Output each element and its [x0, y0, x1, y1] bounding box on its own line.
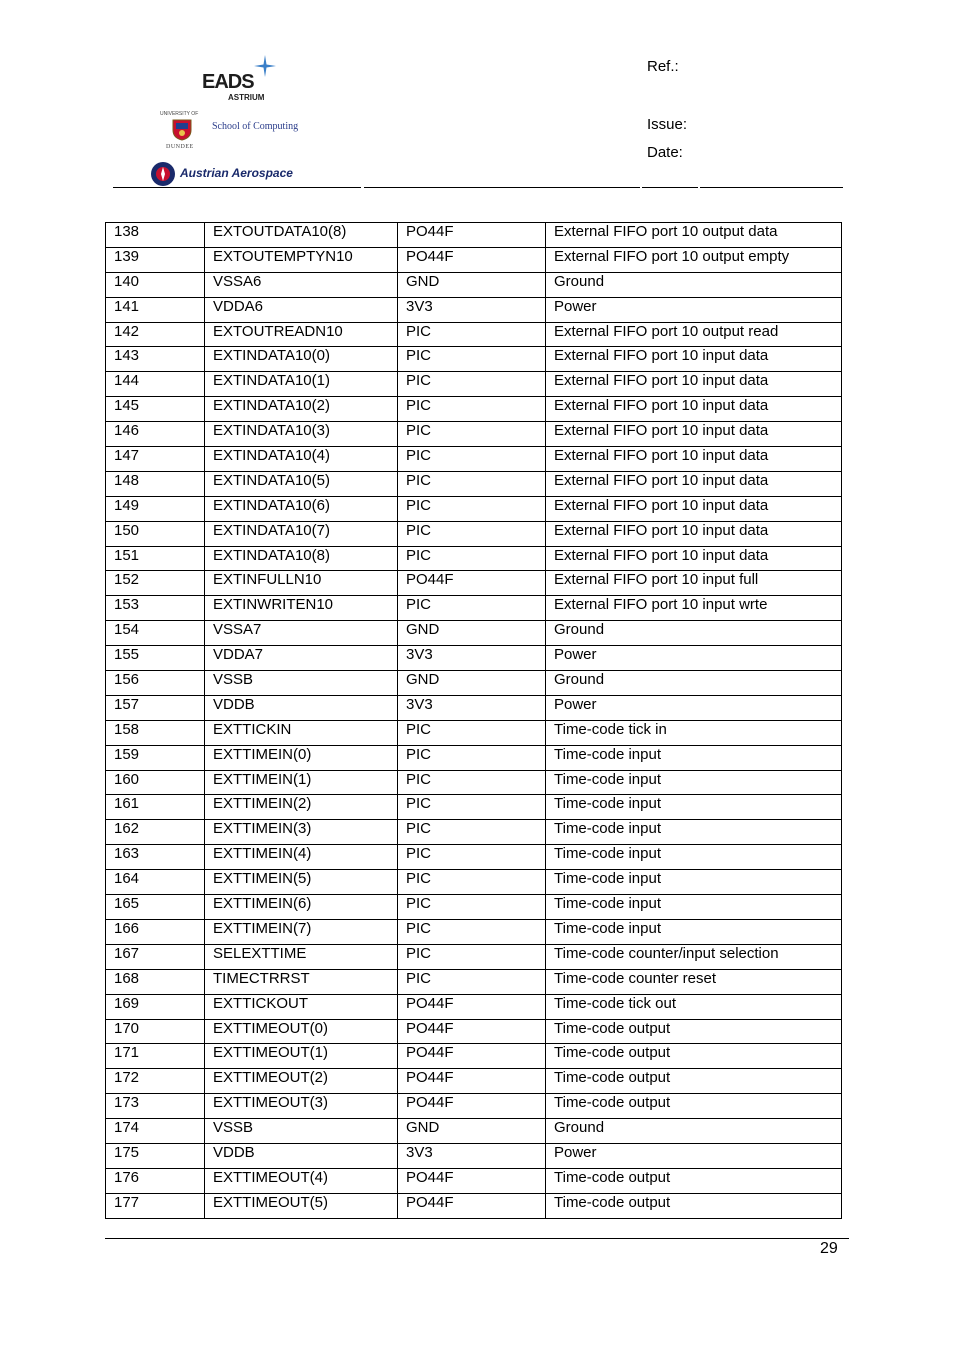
pin-number-cell: 141 — [106, 297, 205, 322]
description-cell: Time-code input — [546, 919, 842, 944]
table-row — [106, 1119, 842, 1144]
pad-type-cell: PIC — [398, 720, 546, 745]
signal-name-cell: EXTTIMEOUT(0) — [205, 1019, 398, 1044]
pad-type-cell: PIC — [398, 397, 546, 422]
table-row — [106, 994, 842, 1019]
header-rule — [700, 187, 843, 188]
signal-name-cell: EXTTIMEIN(7) — [205, 919, 398, 944]
description-cell: Power — [546, 1143, 842, 1168]
pin-number-cell: 169 — [106, 994, 205, 1019]
description-cell: External FIFO port 10 input data — [546, 546, 842, 571]
description-cell: Time-code input — [546, 770, 842, 795]
signal-name-cell: SELEXTTIME — [205, 944, 398, 969]
pin-number-cell: 146 — [106, 422, 205, 447]
signal-name-cell: VDDB — [205, 1143, 398, 1168]
signal-name-cell: EXTTIMEIN(6) — [205, 895, 398, 920]
pad-type-cell: 3V3 — [398, 646, 546, 671]
description-cell: Time-code input — [546, 895, 842, 920]
pad-type-cell: PIC — [398, 820, 546, 845]
signal-name-cell: EXTTIMEIN(5) — [205, 870, 398, 895]
description-cell: External FIFO port 10 input data — [546, 521, 842, 546]
table-row — [106, 919, 842, 944]
pad-type-cell: PIC — [398, 745, 546, 770]
description-cell: Power — [546, 695, 842, 720]
description-cell: Time-code output — [546, 1019, 842, 1044]
pin-number-cell: 161 — [106, 795, 205, 820]
pin-number-cell: 143 — [106, 347, 205, 372]
signal-name-cell: VSSB — [205, 671, 398, 696]
pad-type-cell: 3V3 — [398, 297, 546, 322]
table-row — [106, 895, 842, 920]
pad-type-cell: PO44F — [398, 1019, 546, 1044]
pad-type-cell: PIC — [398, 969, 546, 994]
ref-label: Ref.: — [647, 58, 679, 75]
pad-type-cell: GND — [398, 621, 546, 646]
pad-type-cell: PIC — [398, 870, 546, 895]
pad-type-cell: PIC — [398, 919, 546, 944]
eads-logo-text: EADS — [202, 71, 254, 93]
description-cell: External FIFO port 10 input full — [546, 571, 842, 596]
table-row — [106, 347, 842, 372]
pad-type-cell: PIC — [398, 596, 546, 621]
pad-type-cell: 3V3 — [398, 1143, 546, 1168]
description-cell: Time-code output — [546, 1193, 842, 1218]
dundee-logo — [150, 111, 330, 155]
signal-name-cell: EXTTIMEOUT(2) — [205, 1069, 398, 1094]
signal-name-cell: EXTTIMEIN(1) — [205, 770, 398, 795]
description-cell: Ground — [546, 1119, 842, 1144]
pad-type-cell: PO44F — [398, 1094, 546, 1119]
description-cell: Time-code output — [546, 1069, 842, 1094]
table-row — [106, 447, 842, 472]
signal-name-cell: EXTTICKIN — [205, 720, 398, 745]
signal-name-cell: VSSA6 — [205, 272, 398, 297]
table-row — [106, 820, 842, 845]
pad-type-cell: PIC — [398, 944, 546, 969]
table-row — [106, 1069, 842, 1094]
description-cell: Time-code tick in — [546, 720, 842, 745]
description-cell: Time-code output — [546, 1044, 842, 1069]
pin-number-cell: 155 — [106, 646, 205, 671]
table-row — [106, 944, 842, 969]
signal-name-cell: EXTOUTEMPTYN10 — [205, 247, 398, 272]
pad-type-cell: PIC — [398, 422, 546, 447]
signal-name-cell: EXTTIMEIN(4) — [205, 845, 398, 870]
signal-name-cell: VDDB — [205, 695, 398, 720]
pin-number-cell: 156 — [106, 671, 205, 696]
signal-name-cell: EXTINDATA10(0) — [205, 347, 398, 372]
description-cell: Power — [546, 646, 842, 671]
description-cell: Time-code tick out — [546, 994, 842, 1019]
pin-number-cell: 176 — [106, 1168, 205, 1193]
table-row — [106, 521, 842, 546]
pin-number-cell: 152 — [106, 571, 205, 596]
pad-type-cell: PIC — [398, 845, 546, 870]
pin-number-cell: 175 — [106, 1143, 205, 1168]
pad-type-cell: PIC — [398, 795, 546, 820]
description-cell: Time-code input — [546, 845, 842, 870]
signal-name-cell: VSSA7 — [205, 621, 398, 646]
table-row — [106, 372, 842, 397]
pin-number-cell: 163 — [106, 845, 205, 870]
pin-number-cell: 166 — [106, 919, 205, 944]
header-logos — [150, 55, 350, 190]
table-row — [106, 969, 842, 994]
description-cell: Ground — [546, 272, 842, 297]
table-row — [106, 1094, 842, 1119]
pad-type-cell: PO44F — [398, 1069, 546, 1094]
pad-type-cell: GND — [398, 671, 546, 696]
table-row — [106, 1143, 842, 1168]
table-row — [106, 397, 842, 422]
pad-type-cell: PIC — [398, 447, 546, 472]
pad-type-cell: PO44F — [398, 1044, 546, 1069]
signal-name-cell: VSSB — [205, 1119, 398, 1144]
pin-number-cell: 158 — [106, 720, 205, 745]
dundee-city-text: DUNDEE — [166, 144, 194, 150]
dundee-arc-text: UNIVERSITY OF — [160, 111, 199, 117]
description-cell: External FIFO port 10 output data — [546, 223, 842, 248]
pin-number-cell: 173 — [106, 1094, 205, 1119]
pin-number-cell: 157 — [106, 695, 205, 720]
description-cell: Time-code input — [546, 870, 842, 895]
signal-name-cell: EXTTIMEOUT(5) — [205, 1193, 398, 1218]
pin-number-cell: 164 — [106, 870, 205, 895]
pin-number-cell: 165 — [106, 895, 205, 920]
signal-name-cell: EXTTIMEOUT(1) — [205, 1044, 398, 1069]
table-row — [106, 621, 842, 646]
signal-name-cell: EXTTIMEIN(3) — [205, 820, 398, 845]
signal-name-cell: EXTTIMEOUT(3) — [205, 1094, 398, 1119]
globe-icon — [150, 161, 176, 187]
table-row — [106, 596, 842, 621]
description-cell: Time-code input — [546, 745, 842, 770]
table-row — [106, 297, 842, 322]
description-cell: Time-code output — [546, 1094, 842, 1119]
table-row — [106, 471, 842, 496]
signal-name-cell: EXTINDATA10(8) — [205, 546, 398, 571]
pin-number-cell: 170 — [106, 1019, 205, 1044]
table-row — [106, 1193, 842, 1218]
description-cell: Ground — [546, 621, 842, 646]
pin-number-cell: 151 — [106, 546, 205, 571]
pad-type-cell: PIC — [398, 770, 546, 795]
signal-name-cell: EXTINDATA10(7) — [205, 521, 398, 546]
pad-type-cell: PIC — [398, 895, 546, 920]
pin-number-cell: 147 — [106, 447, 205, 472]
austrian-aerospace-text: Austrian Aerospace — [180, 166, 293, 180]
pin-number-cell: 140 — [106, 272, 205, 297]
header-rule — [642, 187, 698, 188]
footer-rule — [105, 1238, 849, 1239]
signal-name-cell: EXTTIMEIN(0) — [205, 745, 398, 770]
pad-type-cell: PIC — [398, 546, 546, 571]
pad-type-cell: PIC — [398, 372, 546, 397]
pin-number-cell: 154 — [106, 621, 205, 646]
pad-type-cell: PIC — [398, 521, 546, 546]
description-cell: Time-code input — [546, 820, 842, 845]
signal-name-cell: EXTINDATA10(3) — [205, 422, 398, 447]
signal-name-cell: VDDA6 — [205, 297, 398, 322]
signal-name-cell: EXTTIMEIN(2) — [205, 795, 398, 820]
pin-number-cell: 162 — [106, 820, 205, 845]
page-number: 29 — [820, 1240, 838, 1257]
pin-table — [105, 222, 842, 1219]
astrium-logo-text: ASTRIUM — [228, 93, 265, 102]
pin-number-cell: 153 — [106, 596, 205, 621]
description-cell: External FIFO port 10 input wrte — [546, 596, 842, 621]
description-cell: External FIFO port 10 input data — [546, 471, 842, 496]
austrian-aerospace-logo — [150, 161, 350, 187]
pin-number-cell: 177 — [106, 1193, 205, 1218]
pad-type-cell: PO44F — [398, 1193, 546, 1218]
pin-table-body — [106, 223, 842, 1219]
pin-number-cell: 168 — [106, 969, 205, 994]
pad-type-cell: PIC — [398, 322, 546, 347]
signal-name-cell: EXTTICKOUT — [205, 994, 398, 1019]
eads-astrium-logo — [202, 55, 282, 105]
table-row — [106, 695, 842, 720]
header-rule — [364, 187, 640, 188]
table-row — [106, 422, 842, 447]
signal-name-cell: EXTINDATA10(4) — [205, 447, 398, 472]
table-row — [106, 870, 842, 895]
star-icon — [254, 55, 276, 77]
description-cell: External FIFO port 10 input data — [546, 397, 842, 422]
table-row — [106, 646, 842, 671]
signal-name-cell: EXTOUTREADN10 — [205, 322, 398, 347]
school-of-computing-text: School of Computing — [212, 121, 299, 132]
description-cell: External FIFO port 10 output read — [546, 322, 842, 347]
signal-name-cell: TIMECTRRST — [205, 969, 398, 994]
pin-number-cell: 145 — [106, 397, 205, 422]
pad-type-cell: GND — [398, 1119, 546, 1144]
table-row — [106, 571, 842, 596]
pad-type-cell: PO44F — [398, 1168, 546, 1193]
pad-type-cell: GND — [398, 272, 546, 297]
signal-name-cell: VDDA7 — [205, 646, 398, 671]
signal-name-cell: EXTINDATA10(2) — [205, 397, 398, 422]
table-row — [106, 770, 842, 795]
pin-number-cell: 142 — [106, 322, 205, 347]
pin-number-cell: 144 — [106, 372, 205, 397]
pin-number-cell: 148 — [106, 471, 205, 496]
description-cell: External FIFO port 10 input data — [546, 347, 842, 372]
signal-name-cell: EXTINDATA10(5) — [205, 471, 398, 496]
table-row — [106, 795, 842, 820]
date-label: Date: — [647, 144, 683, 161]
table-row — [106, 322, 842, 347]
table-row — [106, 247, 842, 272]
signal-name-cell: EXTINFULLN10 — [205, 571, 398, 596]
signal-name-cell: EXTINDATA10(1) — [205, 372, 398, 397]
pin-number-cell: 174 — [106, 1119, 205, 1144]
description-cell: Time-code output — [546, 1168, 842, 1193]
table-row — [106, 546, 842, 571]
description-cell: Ground — [546, 671, 842, 696]
signal-name-cell: EXTTIMEOUT(4) — [205, 1168, 398, 1193]
table-row — [106, 671, 842, 696]
signal-name-cell: EXTINWRITEN10 — [205, 596, 398, 621]
description-cell: Time-code counter reset — [546, 969, 842, 994]
description-cell: Time-code counter/input selection — [546, 944, 842, 969]
pad-type-cell: PO44F — [398, 247, 546, 272]
table-row — [106, 845, 842, 870]
pad-type-cell: PO44F — [398, 223, 546, 248]
description-cell: External FIFO port 10 output empty — [546, 247, 842, 272]
table-row — [106, 223, 842, 248]
table-row — [106, 1044, 842, 1069]
pin-number-cell: 149 — [106, 496, 205, 521]
table-row — [106, 1019, 842, 1044]
pin-number-cell: 172 — [106, 1069, 205, 1094]
header-rule — [113, 187, 361, 188]
table-row — [106, 272, 842, 297]
description-cell: External FIFO port 10 input data — [546, 422, 842, 447]
pad-type-cell: PO44F — [398, 571, 546, 596]
pin-number-cell: 160 — [106, 770, 205, 795]
table-row — [106, 720, 842, 745]
pin-number-cell: 167 — [106, 944, 205, 969]
pad-type-cell: PIC — [398, 496, 546, 521]
signal-name-cell: EXTINDATA10(6) — [205, 496, 398, 521]
signal-name-cell: EXTOUTDATA10(8) — [205, 223, 398, 248]
pad-type-cell: 3V3 — [398, 695, 546, 720]
pad-type-cell: PIC — [398, 347, 546, 372]
table-row — [106, 496, 842, 521]
pin-number-cell: 171 — [106, 1044, 205, 1069]
pad-type-cell: PIC — [398, 471, 546, 496]
pin-number-cell: 139 — [106, 247, 205, 272]
table-row — [106, 1168, 842, 1193]
pin-number-cell: 138 — [106, 223, 205, 248]
table-row — [106, 745, 842, 770]
pin-number-cell: 159 — [106, 745, 205, 770]
crest-icon — [172, 119, 192, 141]
description-cell: External FIFO port 10 input data — [546, 447, 842, 472]
description-cell: External FIFO port 10 input data — [546, 372, 842, 397]
pin-number-cell: 150 — [106, 521, 205, 546]
issue-label: Issue: — [647, 116, 688, 133]
description-cell: External FIFO port 10 input data — [546, 496, 842, 521]
pad-type-cell: PO44F — [398, 994, 546, 1019]
description-cell: Power — [546, 297, 842, 322]
description-cell: Time-code input — [546, 795, 842, 820]
